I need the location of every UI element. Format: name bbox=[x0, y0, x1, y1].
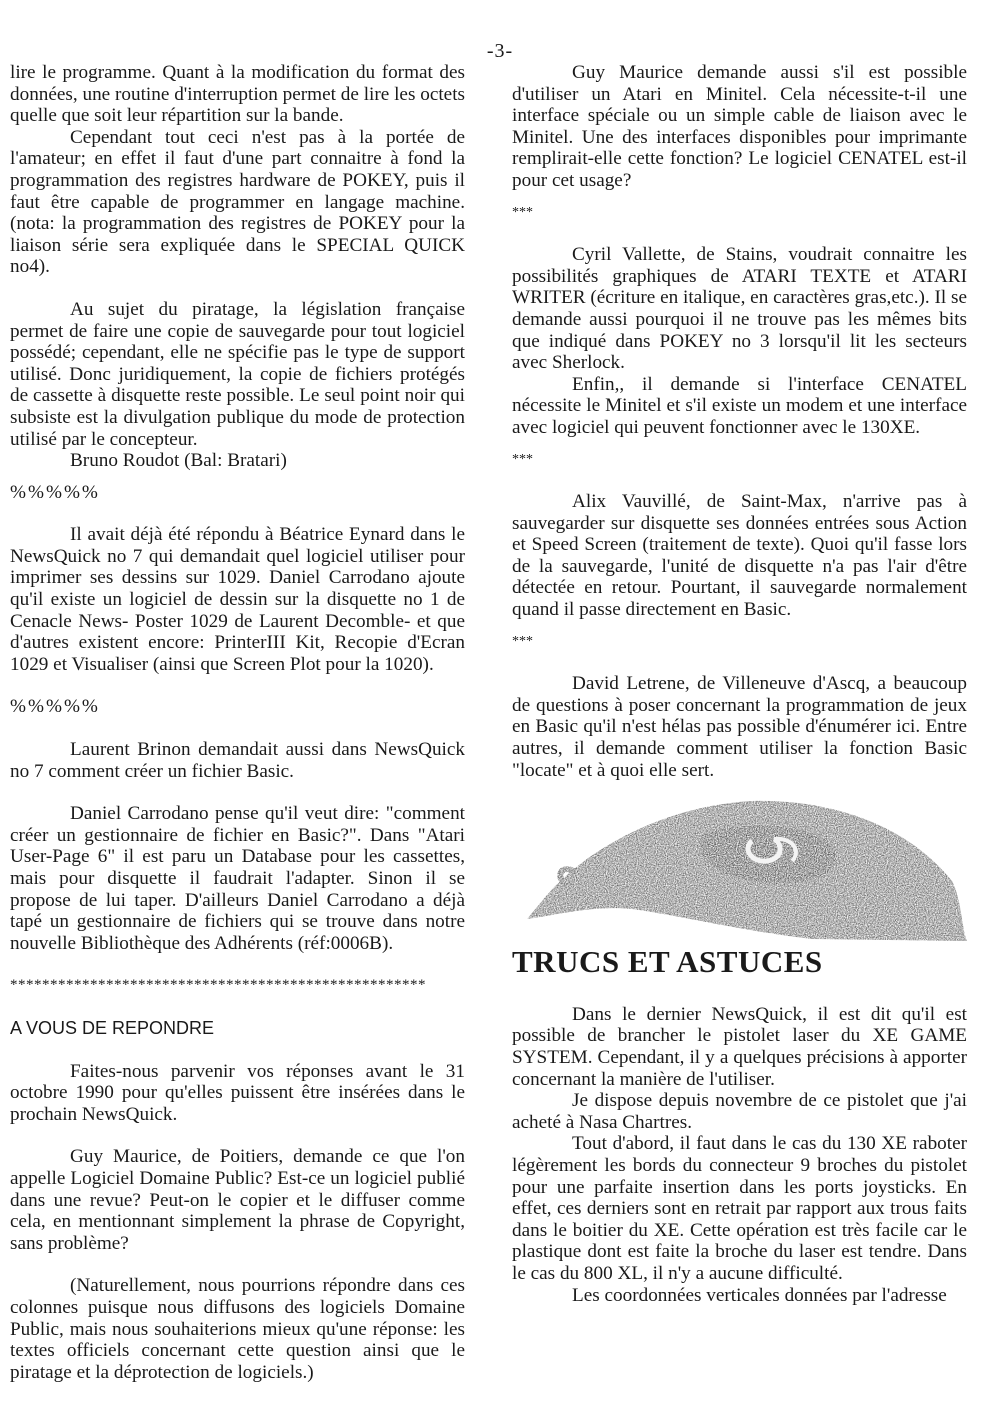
paragraph: Je dispose depuis novembre de ce pistolet que j'ai acheté à Nasa Chartres. bbox=[512, 1090, 967, 1133]
section-separator: *** bbox=[512, 451, 533, 467]
paragraph: lire le programme. Quant à la modification du format des données, une routine d'interruption permet de lire les octets quelle que soit leur répartition sur la bande. bbox=[10, 62, 465, 127]
asterisk-divider: **************************************************** bbox=[10, 977, 426, 994]
section-separator: %%%%% bbox=[10, 696, 100, 718]
paragraph: (Naturellement, nous pourrions répondre dans ces colonnes puisque nous diffusons des logiciels Domaine Public, mais nous souhaiterions mieux qu'une réponse: les textes officiels concernant cette question ainsi que le piratage et la déprotection de logiciels.) bbox=[10, 1275, 465, 1383]
paragraph: Au sujet du piratage, la législation française permet de faire une copie de sauvegarde pour tout logiciel possédé; cependant, elle ne spécifie pas le type de support utilisé. Donc juridiquement, la copie de fichiers protégés de cassette à disquette reste possible. Le seul point noir qui subsiste est la divulgation publique du mode de protection utilisé par le concepteur. bbox=[10, 298, 465, 450]
paragraph: Il avait déjà été répondu à Béatrice Eynard dans le NewsQuick no 7 qui demandait quel logiciel utiliser pour imprimer ses dessins sur 1029. Daniel Carrodano ajoute qu'il existe un logiciel de dessin sur la disquette no 1 de Cenacle News- Poster 1029 de Laurent Decomble- et que d'autres existent encore: PrinterIII Kit, Recopie d'Ecran 1029 et Visualiser (ainsi que Screen Plot pour la 1020). bbox=[10, 524, 465, 675]
paragraph: Cyril Vallette, de Stains, voudrait connaitre les possibilités graphiques de ATARI TEXTE et ATARI WRITER (écriture en italique, en caractères gras,etc.). Il se demande aussi pourquoi il ne trouve pas les mêmes bits que indiqué dans POKEY no 3 lorsqu'il lit les secteurs avec Sherlock. bbox=[512, 244, 967, 374]
section-title: TRUCS ET ASTUCES bbox=[512, 944, 823, 980]
section-title: A VOUS DE REPONDRE bbox=[10, 1017, 215, 1038]
paragraph: Cependant tout ceci n'est pas à la portée de l'amateur; en effet il faut d'une part connaitre à fond la programmation des registres hardware de POKEY, puis il faut être capable de programmer en langage machine. (nota: la programmation des registres de POKEY pour la liaison série sera expliquée dans le SPECIAL QUICK no4). bbox=[10, 126, 465, 278]
paragraph: Tout d'abord, il faut dans le cas du 130 XE raboter légèrement les bords du connecteur 9 broches du pistolet pour une parfaite insertion dans les ports joysticks. En effet, ces derniers sont en retrait par rapport aux trous faits dans le boitier du XE. Cette opération est très facile car le plastique dont est faite la broche du laser est tendre. Dans le cas du 800 XL, il n'y a aucune difficulté. bbox=[512, 1133, 967, 1284]
section-separator: *** bbox=[512, 204, 533, 220]
paragraph: Alix Vauvillé, de Saint-Max, n'arrive pas à sauvegarder sur disquette ses données entrées sous Action et Speed Screen (traitement de texte). Quoi qu'il fasse lors de la sauvegarde, l'unité de disquette n'a pas l'air d'être détectée en retour. Pourtant, il sauvegarde normalement quand il passe directement en Basic. bbox=[512, 491, 967, 621]
paragraph: David Letrene, de Villeneuve d'Ascq, a beaucoup de questions à poser concernant la programmation de jeux en Basic qu'il n'est hélas pas possible d'énumérer ici. Entre autres, il demande comment utiliser la fonction Basic "locate" et à quoi elle sert. bbox=[512, 673, 967, 781]
section-separator: *** bbox=[512, 633, 533, 649]
right-column bbox=[512, 62, 967, 1306]
paragraph: Daniel Carrodano pense qu'il veut dire: "comment créer un gestionnaire de fichier en Basic?". Dans "Atari User-Page 6" il est paru un Database pour les cassettes, mais pour disquette il faudrait l'adapter. Sinon il se propose de lui taper. D'ailleurs Daniel Carrodano a déjà tapé un gestionnaire de fichiers qui se trouve dans notre nouvelle Bibliothèque des Adhérents (réf:0006B). bbox=[10, 803, 465, 954]
paragraph: Faites-nous parvenir vos réponses avant le 31 octobre 1990 pour qu'elles puissent être insérées dans le prochain NewsQuick. bbox=[10, 1060, 465, 1125]
left-column bbox=[10, 62, 465, 1383]
author-signature: Bruno Roudot (Bal: Bratari) bbox=[70, 450, 287, 472]
paragraph: Dans le dernier NewsQuick, il est dit qu'il est possible de brancher le pistolet laser du XE GAME SYSTEM. Cependant, il y a quelques précisions à apporter concernant la manière de l'utiliser. bbox=[512, 1003, 967, 1090]
section-separator: %%%%% bbox=[10, 481, 100, 503]
paragraph: Les coordonnées verticales données par l'adresse bbox=[572, 1284, 947, 1306]
paragraph: Laurent Brinon demandait aussi dans NewsQuick no 7 comment créer un fichier Basic. bbox=[10, 739, 465, 782]
paragraph: Enfin,, il demande si l'interface CENATEL nécessite le Minitel et s'il existe un modem et une interface avec logiciel qui peuvent fonctionner avec le 130XE. bbox=[512, 373, 967, 438]
paragraph: Guy Maurice demande aussi s'il est possible d'utiliser un Atari en Minitel. Cela nécessite-t-il une interface spéciale ou un simple cable de liaison avec le Minitel. Une des interfaces disponibles pour imprimante remplirait-elle cette fonction? Le logiciel CENATEL est-il pour cet usage? bbox=[512, 62, 967, 191]
illustration bbox=[512, 791, 967, 941]
paragraph: Guy Maurice, de Poitiers, demande ce que l'on appelle Logiciel Domaine Public? Est-ce un logiciel publié dans une revue? Peut-on le copier et le diffuser comme cela, en mentionnant simplement la phrase de Copyright, sans problème? bbox=[10, 1146, 465, 1254]
page-number: -3- bbox=[486, 40, 514, 62]
